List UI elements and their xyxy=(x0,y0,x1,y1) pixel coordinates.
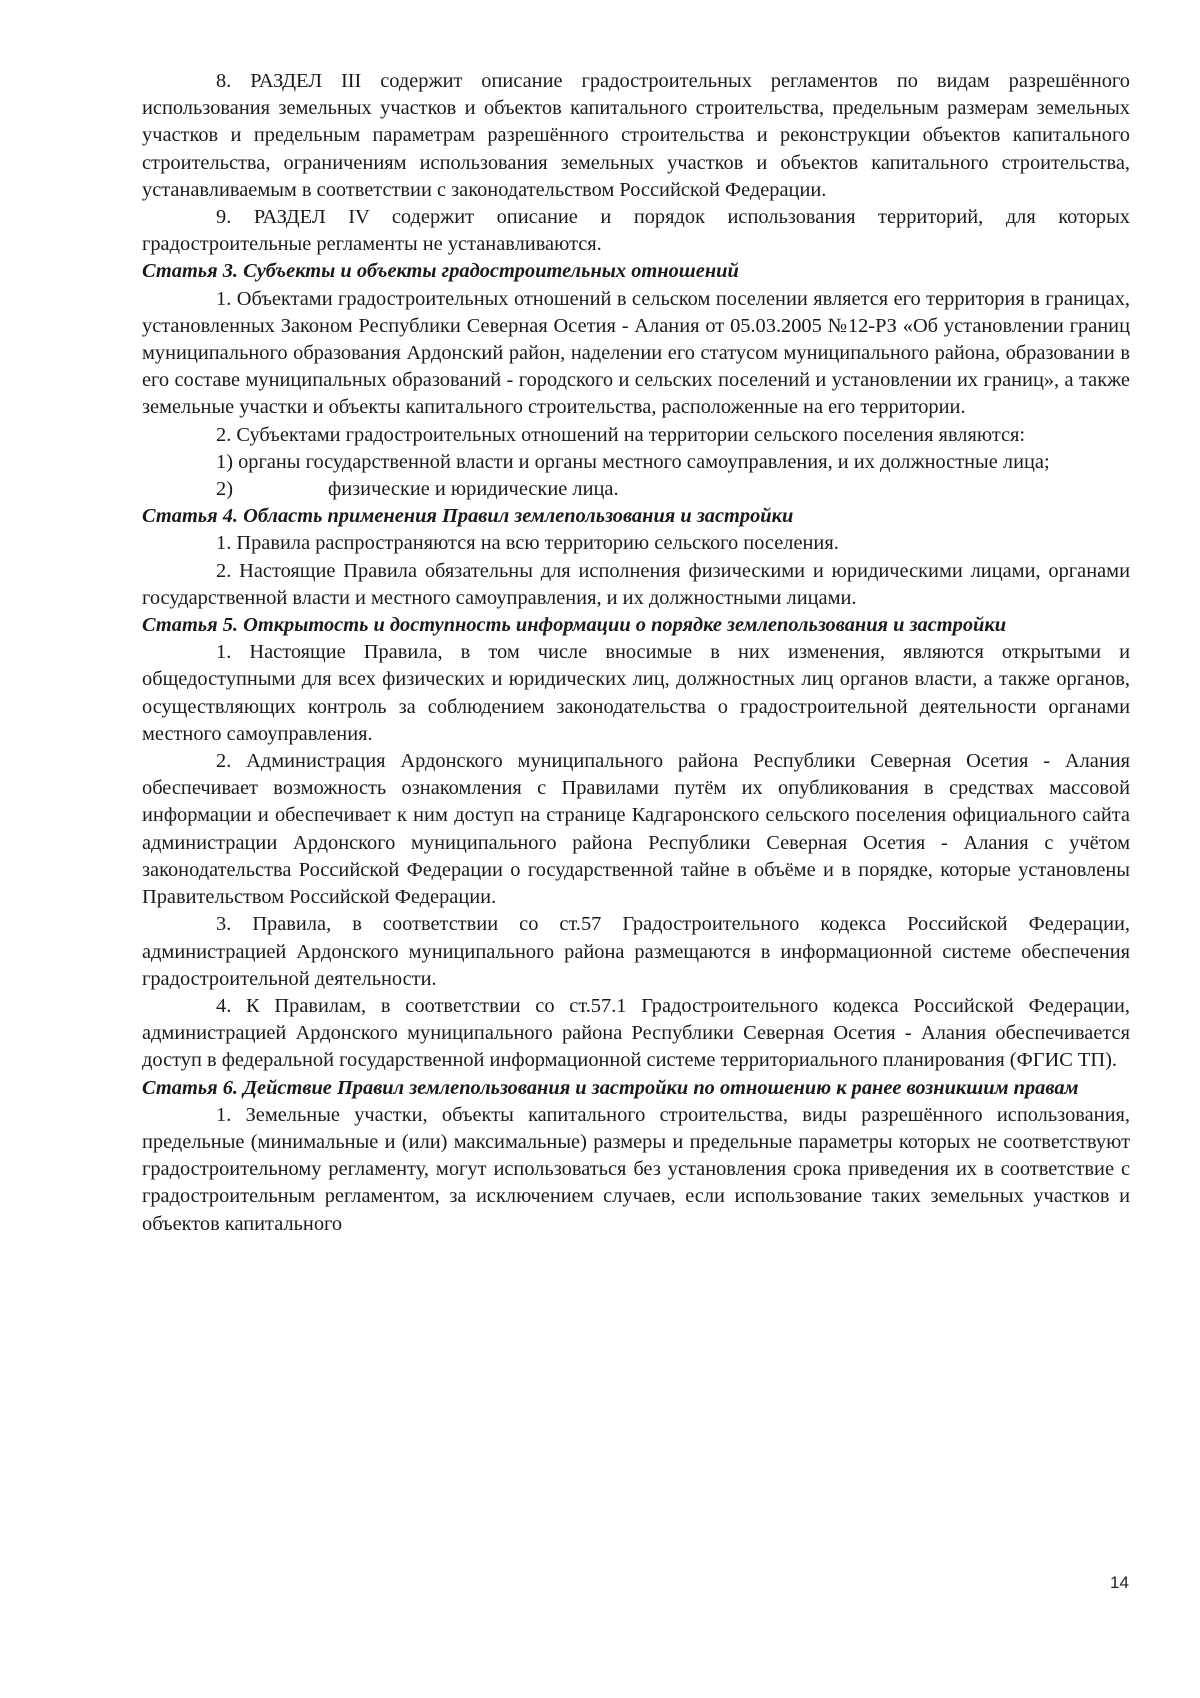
article-6-heading: Статья 6. Действие Правил землепользования и застройки по отношению к ранее возникшим правам xyxy=(142,1076,1079,1099)
article-5-item-2: 2. Администрация Ардонского муниципального района Республики Северная Осетия - Алания обеспечивает возможность ознакомления с Правилами путём их опубликования в средствах массовой информации и обеспечивает к ним доступ на странице Кадгаронского сельского поселения официального сайта администрации Ардонского муниципального района Республики Северная Осетия - Алания с учётом законодательства Российской Федерации о государственной тайне в объёме и в порядке, которые установлены Правительством Российской Федерации. xyxy=(142,750,1130,909)
page-number: 14 xyxy=(1110,1573,1129,1592)
article-5-item-4: 4. К Правилам, в соответствии со ст.57.1 Градостроительного кодекса Российской Федерации, администрацией Ардонского муниципального района Республики Северная Осетия - Алания обеспечивается доступ в федеральной государственной информационной системе территориального планирования (ФГИС ТП). xyxy=(142,994,1130,1072)
article-3-item-2: 2. Субъектами градостроительных отношений на территории сельского поселения являются: xyxy=(216,423,1026,446)
article-5-item-3: 3. Правила, в соответствии со ст.57 Градостроительного кодекса Российской Федерации, администрацией Ардонского муниципального района размещаются в информационной системе обеспечения градостроительной деятельности. xyxy=(142,913,1130,990)
article-4-item-1: 1. Правила распространяются на всю территорию сельского поселения. xyxy=(216,532,839,555)
document-body xyxy=(142,68,1130,1238)
article-3-subitem-1: 1) органы государственной власти и органы местного самоуправления, и их должностные лица; xyxy=(216,450,1050,473)
article-5-item-1: 1. Настоящие Правила, в том числе вносимые в них изменения, являются открытыми и общедоступными для всех физических и юридических лиц, должностных лиц органов власти, а также органов, осуществляющих контроль за соблюдением законодательства о градостроительной деятельности органами местного самоуправления. xyxy=(142,641,1130,745)
article-4-heading: Статья 4. Область применения Правил землепользования и застройки xyxy=(142,505,794,528)
article-3-item-1: 1. Объектами градостроительных отношений в сельском поселении является его территория в границах, установленных Законом Республики Северная Осетия - Алания от 05.03.2005 №12-РЗ «Об установлении границ муниципального образования Ардонский район, наделении его статусом муниципального района, образовании в его составе муниципальных образований - городского и сельских поселений и установлении их границ», а также земельные участки и объекты капитального строительства, расположенные на его территории. xyxy=(142,287,1130,419)
article-3-subitem-2 xyxy=(142,476,1130,503)
list-number: 2) xyxy=(216,478,233,501)
list-text: физические и юридические лица. xyxy=(328,478,619,501)
article-4-item-2: 2. Настоящие Правила обязательны для исполнения физическими и юридическими лицами, органами государственной власти и местного самоуправления, и их должностными лицами. xyxy=(142,559,1130,609)
paragraph-9-section-4: 9. РАЗДЕЛ IV содержит описание и порядок использования территорий, для которых градостроительные регламенты не устанавливаются. xyxy=(142,206,1130,256)
paragraph-8-section-3: 8. РАЗДЕЛ III содержит описание градостроительных регламентов по видам разрешённого использования земельных участков и объектов капитального строительства, предельным размерам земельных участков и предельным параметрам разрешённого строительства и реконструкции объектов капитального строительства, ограничениям использования земельных участков и объектов капитального строительства, устанавливаемым в соответствии с законодательством Российской Федерации. xyxy=(142,70,1130,201)
article-5-heading: Статья 5. Открытость и доступность информации о порядке землепользования и застройки xyxy=(142,614,1007,637)
article-3-heading: Статья 3. Субъекты и объекты градостроительных отношений xyxy=(142,260,739,283)
article-6-item-1: 1. Земельные участки, объекты капитального строительства, виды разрешённого использования, предельные (минимальные и (или) максимальные) размеры и предельные параметры которых не соответствуют градостроительному регламенту, могут использоваться без установления срока приведения их в соответствие с градостроительным регламентом, за исключением случаев, если использование таких земельных участков и объектов капитального xyxy=(142,1103,1130,1235)
